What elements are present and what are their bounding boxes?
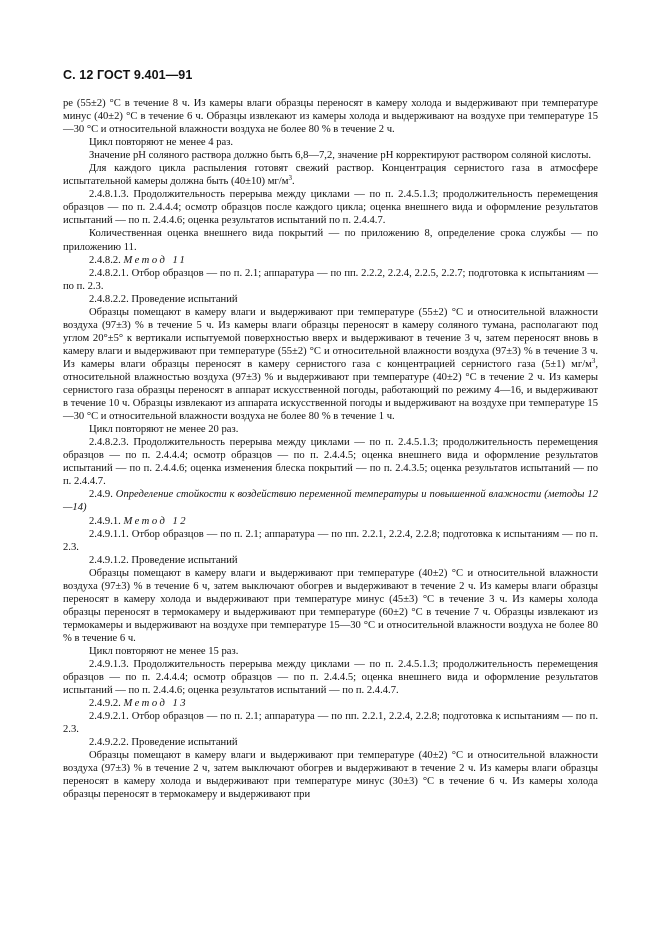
period: . — [291, 176, 295, 188]
document-body — [63, 97, 598, 802]
section-heading — [63, 697, 598, 710]
paragraph: 2.4.9.2.1. Отбор образцов — по п. 2.1; аппаратура — по пп. 2.2.1, 2.2.4, 2.2.8; подготовка к испытаниям — по п. 2.3. — [63, 711, 598, 736]
paragraph — [63, 162, 598, 188]
method-title: Метод 11 — [123, 254, 188, 266]
section-heading — [63, 254, 598, 267]
paragraph: Образцы помещают в камеру влаги и выдерживают при температуре (40±2) °С и относительной влажности воздуха (97±3) % в течение 6 ч, затем выключают обогрев и выдерживают в течение 2 ч. Из камеры влаги образцы переносят в камеру холода и выдерживают при температуре минус (45±3) °С в течение 3 ч. Из камеры холода образцы переносят в термокамеру и выдерживают при температуре (60±2) °С в течение 7 ч. Образцы извлекают из термокамеры и выдерживают на воздухе при температуре 15—30 °С и относительной влажности воздуха не более 80 % в течение 6 ч. — [63, 567, 598, 644]
method-title: Метод 13 — [123, 698, 189, 710]
paragraph: Образцы помещают в камеру влаги и выдерживают при температуре (40±2) °С и относительной влажности воздуха (97±3) % в течение 2 ч, затем выключают обогрев и выдерживают в течение 2 ч. Из камеры влаги образцы переносят в камеру холода и выдерживают при температуре минус (30±3) °С в течение 6 ч. Из камеры холода образцы переносят в термокамеру и выдерживают при — [63, 750, 598, 801]
section-number: 2.4.9.2. — [89, 698, 121, 710]
paragraph: 2.4.8.2.1. Отбор образцов — по п. 2.1; аппаратура — по пп. 2.2.2, 2.2.4, 2.2.5, 2.2.7; подготовка к испытаниям — по п. 2.3. — [63, 267, 598, 292]
paragraph — [63, 306, 598, 423]
section-number: 2.4.9.1. — [89, 515, 121, 527]
paragraph-text: Для каждого цикла распыления готовят свежий раствор. Концентрация сернистого газа в атмосфере испытательной камеры должна быть (40±10) мг/м — [63, 163, 598, 188]
section-heading — [63, 488, 598, 514]
paragraph: ре (55±2) °С в течение 8 ч. Из камеры влаги образцы переносят в камеру холода и выдерживают при температуре минус (40±2) °С в течение 6 ч. Образцы извлекают из камеры холода и выдерживают на воздухе при температуре 15—30 °С и относительной влажности воздуха не более 80 % в течение 2 ч. — [63, 98, 598, 136]
paragraph: 2.4.9.1.1. Отбор образцов — по п. 2.1; аппаратура — по пп. 2.2.1, 2.2.4, 2.2.8; подготовка к испытаниям — по п. 2.3. — [63, 528, 598, 553]
superscript: 3 — [591, 356, 596, 365]
paragraph: Цикл повторяют не менее 15 раз. — [89, 645, 239, 657]
paragraph: 2.4.8.2.3. Продолжительность перерыва между циклами — по п. 2.4.5.1.3; продолжительность перемещения образцов — по п. 2.4.4.4; осмотр образцов — по п. 2.4.4.5; оценка внешнего вида и оформление результатов испытаний — по п. 2.4.4.6; оценка изменения блеска покрытий — по п. 2.4.3.5; оценка результатов испытаний — по п. 2.4.4.7. — [63, 437, 598, 488]
section-number: 2.4.8.2. — [89, 254, 121, 266]
section-number: 2.4.9. — [89, 489, 113, 501]
section-heading — [63, 515, 598, 528]
method-title: Метод 12 — [123, 515, 189, 527]
paragraph: 2.4.8.2.2. Проведение испытаний — [89, 293, 238, 305]
page-header: С. 12 ГОСТ 9.401—91 — [63, 68, 193, 82]
paragraph: 2.4.9.1.2. Проведение испытаний — [89, 554, 238, 566]
paragraph-text: Образцы помещают в камеру влаги и выдерживают при температуре (55±2) °С и относительной влажности воздуха (97±3) % в течение 5 ч. Из камеры влаги образцы переносят в камеру соляного тумана, располагают под углом 20°±5° к вертикали испытуемой поверхностью вверх и выдерживают в течение 3 ч, затем переносят вновь в камеру влаги и выдерживают при температуре (55±2) °С и относительной влажности воздуха (97±3) % в течение 3 ч. Из камеры влаги образцы переносят в камеру сернистого газа с концентрацией сернистого газа (5±1) мг/м — [63, 306, 598, 370]
paragraph-text: , относительной влажностью воздуха (97±3) % и выдерживают при температуре (40±2) °С в течение 2 ч. Из камеры сернистого газа образцы переносят в аппарат искусственной погоды, работающий по режиму 4—16, и выдерживают в течение 10 ч. Образцы извлекают из аппарата искусственной погоды и выдерживают на воздухе при температуре 15—30 °С и относительной влажности воздуха не более 80 % в течение 1 ч. — [63, 358, 598, 423]
paragraph: 2.4.8.1.3. Продолжительность перерыва между циклами — по п. 2.4.5.1.3; продолжительность перемещения образцов — по п. 2.4.4.4; осмотр образцов после каждого цикла; оценка внешнего вида и оформление результатов испытаний — по п. 2.4.4.6; оценка результатов испытаний по п. 2.4.4.7. — [63, 189, 598, 227]
paragraph: 2.4.9.2.2. Проведение испытаний — [89, 737, 238, 749]
superscript: 3 — [288, 174, 292, 183]
paragraph: 2.4.9.1.3. Продолжительность перерыва между циклами — по п. 2.4.5.1.3; продолжительность перемещения образцов — по п. 2.4.4.4; осмотр образцов — по п. 2.4.4.5; оценка внешнего вида и оформление результатов испытаний — по п. 2.4.4.6; оценка результатов испытаний — по п. 2.4.4.7. — [63, 659, 598, 697]
paragraph: Цикл повторяют не менее 4 раз. — [89, 137, 234, 149]
paragraph: Количественная оценка внешнего вида покрытий — по приложению 8, определение срока службы — по приложению 11. — [63, 228, 598, 253]
section-title: Определение стойкости к воздействию переменной температуры и повышенной влажности (методы 12—14) — [63, 489, 598, 514]
paragraph: Значение pH соляного раствора должно быть 6,8—7,2, значение pH корректируют раствором соляной кислоты. — [89, 150, 591, 162]
paragraph: Цикл повторяют не менее 20 раз. — [89, 424, 239, 436]
